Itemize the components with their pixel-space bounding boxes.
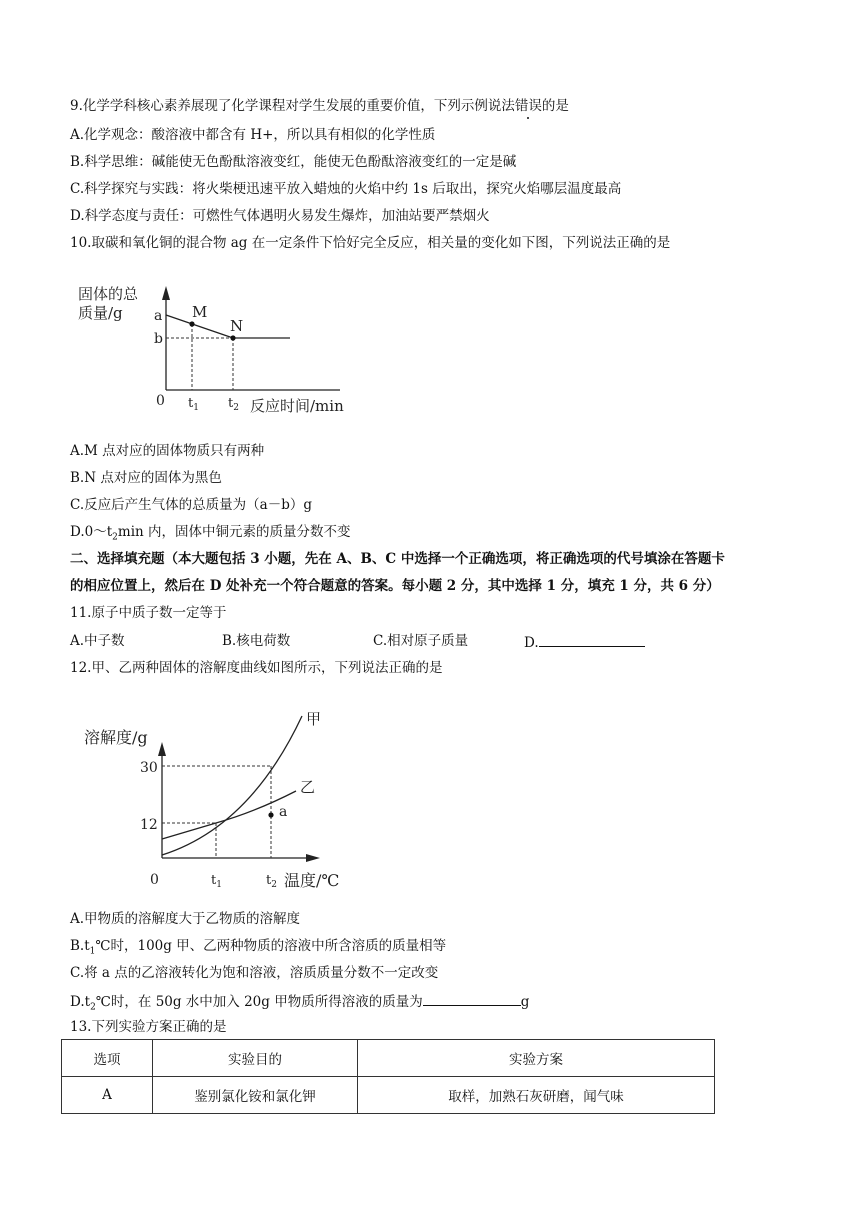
q12-origin: 0 <box>150 872 159 888</box>
q10-label-n: N <box>230 317 244 335</box>
q12-curve-yi <box>162 791 296 839</box>
header-purpose: 实验目的 <box>153 1040 358 1077</box>
q10-label-m: M <box>192 303 208 321</box>
q10-y-label-2: 质量/g <box>78 304 123 322</box>
q10-stem: 10.取碳和氧化铜的混合物 ag 在一定条件下恰好完全反应，相关量的变化如下图，下列说法正确的是 <box>70 235 671 251</box>
q12-stem: 12.甲、乙两种固体的溶解度曲线如图所示，下列说法正确的是 <box>70 660 443 676</box>
q12-y-arrow <box>158 742 166 756</box>
q9-stem: 9.化学学科核心素养展现了化学课程对学生发展的重要价值，下列示例说法错误的是 <box>70 98 569 114</box>
q12-answer-blank[interactable] <box>423 991 521 1006</box>
q12-x-label: 温度/℃ <box>284 871 340 890</box>
section2-instructions-line1: 二、选择填充题（本大题包括 3 小题，先在 A、B、C 中选择一个正确选项，将正确选项的代号填涂在答题卡 <box>70 551 725 567</box>
q9-option-a: A.化学观念：酸溶液中都含有 H+，所以具有相似的化学性质 <box>70 127 436 143</box>
q10-option-d: $D.0\sim t_2\min$ 内，固体中铜元素的质量分数不变 <box>70 524 351 543</box>
q11-option-b: B.核电荷数 <box>222 633 291 649</box>
q11-stem: 11.原子中质子数一定等于 <box>70 605 227 621</box>
header-option: 选项 <box>62 1040 153 1077</box>
q10-option-b: B.N 点对应的固体为黑色 <box>70 470 222 486</box>
cell-plan: 取样，加熟石灰研磨，闻气味 <box>358 1077 715 1114</box>
q12-label-jia: 甲 <box>306 710 322 728</box>
q13-stem: 13.下列实验方案正确的是 <box>70 1019 227 1035</box>
cell-purpose: 鉴别氯化铵和氯化钾 <box>153 1077 358 1114</box>
q10-option-a: A.M 点对应的固体物质只有两种 <box>70 443 265 459</box>
q10-origin: 0 <box>156 393 165 409</box>
q10-point-m <box>189 321 194 326</box>
q10-label-a: a <box>154 308 163 324</box>
q10-t1: $t_1$ <box>188 396 199 413</box>
q11-option-c: C.相对原子质量 <box>373 633 469 649</box>
q12-x-arrow <box>306 854 320 862</box>
q11-option-a: A.中子数 <box>70 633 125 649</box>
q10-mass-time-graph <box>70 278 370 418</box>
q12-point-a <box>268 812 273 817</box>
q12-t1: $t_1$ <box>211 873 222 890</box>
section2-instructions-line2: 的相应位置上，然后在 D 处补充一个符合题意的答案。每小题 2 分，其中选择 1 分，填充 1 分，共 6 分） <box>70 578 720 594</box>
q9-option-b: B.科学思维：碱能使无色酚酞溶液变红，能使无色酚酞溶液变红的一定是碱 <box>70 154 517 170</box>
q12-label-yi: 乙 <box>300 778 316 796</box>
q12-label-a: a <box>279 804 288 820</box>
q10-option-c: C.反应后产生气体的总质量为（a－b）g <box>70 497 312 513</box>
q12-option-a: A.甲物质的溶解度大于乙物质的溶解度 <box>70 911 301 927</box>
q10-y-arrow <box>162 286 170 300</box>
q12-y-tick-12: 12 <box>140 817 158 833</box>
q11-option-d: D. <box>524 632 645 652</box>
table-row <box>62 1077 715 1114</box>
q13-experiment-table <box>61 1039 715 1114</box>
q12-option-d: $D.t_2℃$时，在 50g 水中加入 20g 甲物质所得溶液的质量为 g <box>70 991 529 1017</box>
q10-t2: $t_2$ <box>228 396 239 413</box>
q12-option-c: C.将 a 点的乙溶液转化为饱和溶液，溶质质量分数不一定改变 <box>70 965 439 981</box>
q10-point-n <box>230 335 235 340</box>
q10-x-label: 反应时间/min <box>250 397 344 415</box>
q12-t2: $t_2$ <box>266 873 277 890</box>
table-header-row <box>62 1040 715 1077</box>
cell-option: A <box>62 1077 153 1114</box>
header-plan: 实验方案 <box>358 1040 715 1077</box>
q10-label-b: b <box>154 331 163 347</box>
q12-curve-jia <box>162 716 302 855</box>
q12-y-tick-30: 30 <box>140 760 158 776</box>
q12-y-label: 溶解度/g <box>84 728 148 747</box>
q11-answer-blank[interactable] <box>539 632 645 647</box>
q10-y-label-1: 固体的总 <box>78 285 139 303</box>
q9-option-d: D.科学态度与责任：可燃性气体遇明火易发生爆炸，加油站要严禁烟火 <box>70 208 490 224</box>
q12-option-b: $B.t_1℃$时，100g 甲、乙两种物质的溶液中所含溶质的质量相等 <box>70 938 447 957</box>
q9-option-c: C.科学探究与实践：将火柴梗迅速平放入蜡烛的火焰中约 1s 后取出，探究火焰哪层温度最高 <box>70 181 622 197</box>
q12-solubility-graph <box>70 702 360 897</box>
